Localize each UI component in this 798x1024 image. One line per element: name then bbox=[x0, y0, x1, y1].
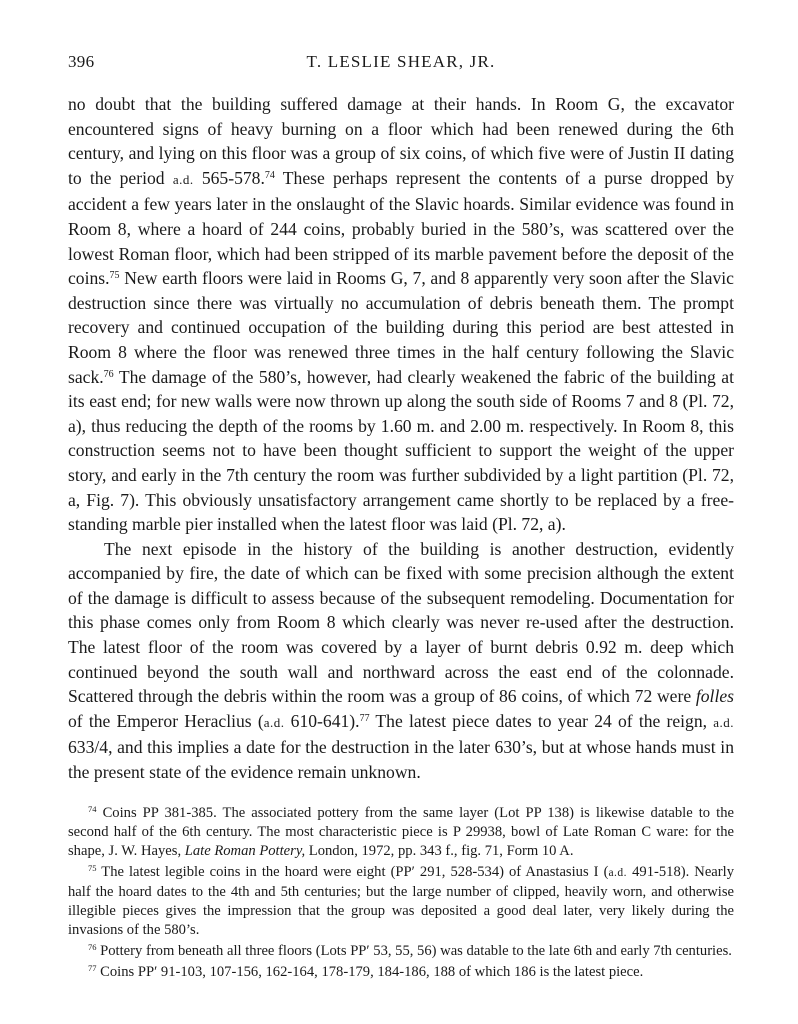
text-run: New earth floors were laid in Rooms G, 7, and 8 apparently very soon after the Slavic destruction since there was virtually no accumulation of debris beneath them. The prompt recovery and continued occupation of the building during this period are best attested in Room 8 where the floor was renewed three times in the half century following the Slavic sack. bbox=[68, 268, 734, 387]
era-abbreviation: a.d. bbox=[172, 171, 194, 187]
body-text bbox=[68, 92, 734, 785]
text-run: no doubt that the building suffered damage at their hands. In Room G, the excavator encountered signs of heavy burning on a floor which had been renewed during the 6th century, and lying on this floor was a group of six coins, of which five were of Justin II dating to the period bbox=[68, 94, 734, 188]
page bbox=[68, 52, 734, 984]
text-run: The latest piece dates to year 24 of the reign, bbox=[369, 710, 714, 731]
footnote-text: Pottery from beneath all three floors (Lots PP′ 53, 55, 56) was datable to the late 6th and early 7th centuries. bbox=[96, 942, 732, 959]
footnote-77 bbox=[68, 963, 734, 982]
footnote-number: 76 bbox=[88, 941, 97, 952]
paragraph bbox=[68, 537, 734, 785]
footnote-text: Coins PP 381-385. The associated pottery from the same layer (Lot PP 138) is likewise datable to the second half of the 6th century. The most characteristic piece is P 29938, bowl of Late Roman C ware: for the shape, J. W. Hayes, bbox=[68, 804, 734, 859]
text-run: of the Emperor Heraclius ( bbox=[68, 710, 264, 731]
page-number: 396 bbox=[68, 52, 95, 71]
text-run: The next episode in the history of the building is another destruction, evidently accompanied by fire, the date of which can be fixed with some precision although the extent of the damage is difficult to assess because of the subsequent remodeling. Documentation for this phase comes only from Room 8 which clearly was never re-used after the destruction. The latest floor of the room was covered by a layer of burnt debris 0.92 m. deep which continued beyond the south wall and northward across the east end of the colonnade. Scattered through the debris within the room was a group of 86 coins, of which 72 were bbox=[68, 538, 734, 707]
footnote-ref-75[interactable]: 75 bbox=[109, 270, 120, 282]
text-run: These perhaps represent the contents of a purse dropped by accident a few years later in the onslaught of the Slavic hoards. Similar evidence was found in Room 8, where a hoard of 244 coins, probably buried in the 580’s, was scattered over the lowest Roman floor, which had been stripped of its marble pavement before the deposit of the coins. bbox=[68, 167, 735, 289]
footnote-number: 74 bbox=[88, 803, 97, 814]
footnote-ref-77[interactable]: 77 bbox=[359, 712, 370, 724]
footnote-number: 75 bbox=[88, 862, 97, 873]
footnote-text: London, 1972, pp. 343 f., fig. 71, Form 10 A. bbox=[305, 842, 574, 859]
footnote-ref-76[interactable]: 76 bbox=[103, 368, 114, 380]
footnotes bbox=[68, 804, 734, 982]
footnote-74 bbox=[68, 804, 734, 861]
footnote-76 bbox=[68, 942, 734, 961]
era-abbreviation: a.d. bbox=[608, 866, 628, 879]
text-run: 633/4, and this implies a date for the destruction in the later 630’s, but at whose hands must in the present state of the evidence remain unknown. bbox=[68, 737, 734, 783]
footnote-75 bbox=[68, 863, 734, 940]
footnote-text: 491-518). Nearly half the hoard dates to the 4th and 5th centuries; but the large number of clipped, heavily worn, and otherwise illegible pieces gives the impression that the group was deposited a good deal later, very likely during the invasions of the 580’s. bbox=[68, 863, 734, 938]
text-run: The damage of the 580’s, however, had clearly weakened the fabric of the building at its east end; for new walls were now thrown up along the south side of Rooms 7 and 8 (Pl. 72, a), thus reducing the depth of the rooms by 1.60 m. and 2.00 m. respectively. In Room 8, this construction seems not to have been thought sufficient to support the weight of the upper story, and early in the 7th century the room was further subdivided by a light partition (Pl. 72, a, Fig. 7). This obviously unsatisfactory arrangement came shortly to be replaced by a free-standing marble pier installed when the latest floor was laid (Pl. 72, a). bbox=[68, 366, 734, 535]
text-run: 610-641). bbox=[284, 710, 360, 731]
era-abbreviation: a.d. bbox=[263, 714, 285, 730]
italic-term: folles bbox=[695, 686, 734, 707]
book-title: Late Roman Pottery, bbox=[184, 842, 306, 859]
footnote-text: The latest legible coins in the hoard were eight (PP′ 291, 528-534) of Anastasius I ( bbox=[96, 863, 609, 880]
running-head bbox=[68, 52, 734, 78]
footnote-number: 77 bbox=[88, 962, 97, 973]
paragraph bbox=[68, 92, 734, 537]
footnote-text: Coins PP′ 91-103, 107-156, 162-164, 178-179, 184-186, 188 of which 186 is the latest piece. bbox=[96, 963, 644, 980]
running-head-author: T. LESLIE SHEAR, JR. bbox=[306, 52, 496, 71]
text-run: 565-578. bbox=[193, 167, 265, 188]
footnote-ref-74[interactable]: 74 bbox=[264, 169, 275, 181]
era-abbreviation: a.d. bbox=[713, 714, 734, 730]
